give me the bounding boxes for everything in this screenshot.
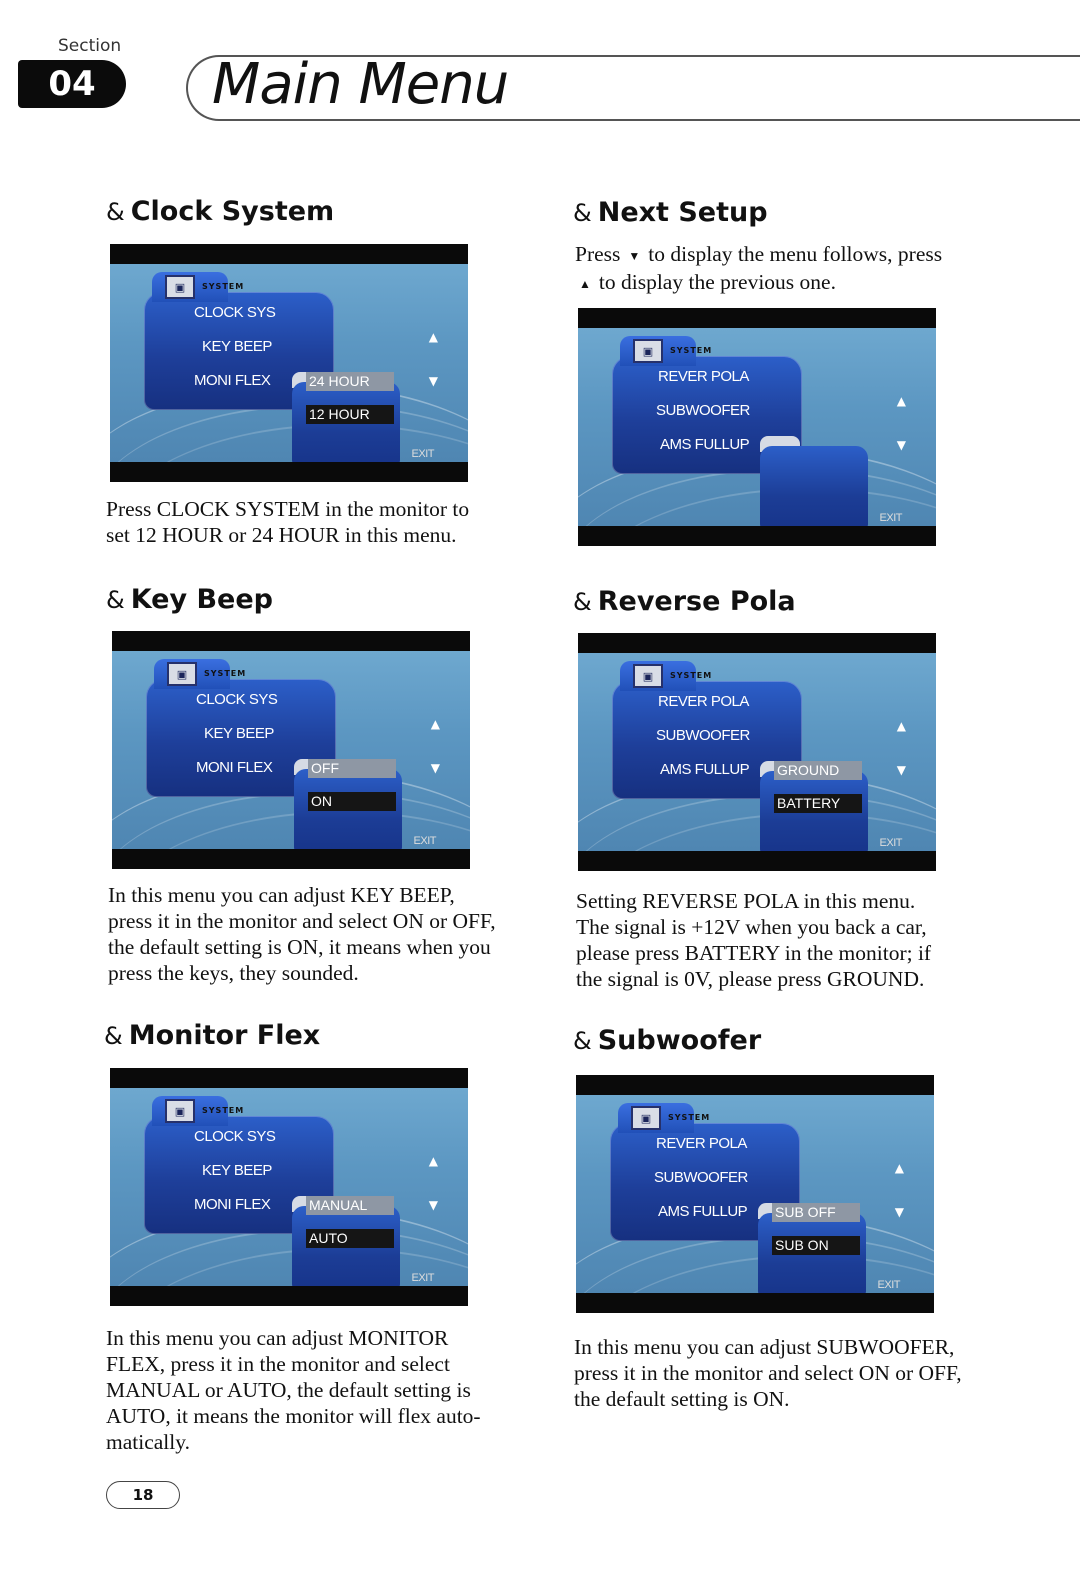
bullet-icon: &	[573, 588, 592, 616]
up-arrow-icon: ▲	[579, 277, 591, 292]
menu-item[interactable]: MONI FLEX	[194, 1196, 271, 1213]
menu-item[interactable]: KEY BEEP	[204, 725, 274, 742]
subwoofer-description: In this menu you can adjust SUBWOOFER, press it in the monitor and select ON or OFF, the default setting is ON.	[574, 1335, 962, 1411]
exit-button[interactable]: EXIT	[411, 1272, 434, 1284]
menu-item[interactable]: CLOCK SYS	[194, 304, 276, 321]
scroll-up-icon[interactable]: ▲	[430, 717, 440, 731]
option-on[interactable]: ON	[308, 792, 396, 811]
scroll-up-icon[interactable]: ▲	[428, 1154, 438, 1168]
screen-key-beep	[112, 631, 470, 869]
menu-item[interactable]: SUBWOOFER	[654, 1169, 748, 1186]
scroll-up-icon[interactable]: ▲	[894, 1161, 904, 1175]
monitor-flex-description: In this menu you can adjust MONITOR FLEX, press it in the monitor and select MANUAL or AUTO, the default setting is AUTO, it means the monitor will flex auto- matically.	[106, 1326, 481, 1454]
scroll-down-icon[interactable]: ▼	[896, 438, 906, 452]
heading-subwoofer	[573, 1025, 761, 1056]
option-sub-on[interactable]: SUB ON	[772, 1236, 860, 1255]
scroll-up-icon[interactable]: ▲	[896, 394, 906, 408]
option-battery[interactable]: BATTERY	[774, 794, 862, 813]
heading-next-setup	[573, 197, 768, 228]
menu-item[interactable]: AMS FULLUP	[660, 761, 750, 778]
menu-item[interactable]: REVER POLA	[658, 368, 749, 385]
system-icon: ▣	[165, 275, 195, 299]
system-icon: ▣	[165, 1099, 195, 1123]
menu-item[interactable]: SUBWOOFER	[656, 727, 750, 744]
system-icon: ▣	[633, 339, 663, 363]
scroll-down-icon[interactable]: ▼	[894, 1205, 904, 1219]
section-label: Section	[58, 36, 122, 56]
key-beep-description: In this menu you can adjust KEY BEEP, press it in the monitor and select ON or OFF, the default setting is ON, it means when you press the keys, they sounded.	[108, 883, 496, 985]
heading-reverse-pola	[573, 586, 796, 617]
option-ground[interactable]: GROUND	[774, 761, 862, 780]
bullet-icon: &	[104, 1022, 123, 1050]
menu-item[interactable]: REVER POLA	[658, 693, 749, 710]
menu-item[interactable]: KEY BEEP	[202, 338, 272, 355]
page-title: Main Menu	[212, 52, 509, 117]
down-arrow-icon: ▼	[628, 249, 641, 264]
clock-system-description: Press CLOCK SYSTEM in the monitor to set 12 HOUR or 24 HOUR in this menu.	[106, 497, 470, 547]
page-number: 18	[106, 1481, 180, 1509]
screen-clock-system	[110, 244, 468, 482]
option-manual[interactable]: MANUAL	[306, 1196, 394, 1215]
bullet-icon: &	[573, 199, 592, 227]
system-label: SYSTEM	[670, 671, 713, 680]
screen-reverse-pola	[578, 633, 936, 871]
section-number-badge: 04	[18, 60, 126, 108]
exit-button[interactable]: EXIT	[413, 835, 436, 847]
scroll-down-icon[interactable]: ▼	[896, 763, 906, 777]
screen-monitor-flex	[110, 1068, 468, 1306]
menu-item[interactable]: AMS FULLUP	[660, 436, 750, 453]
heading-text: Clock System	[130, 196, 335, 227]
exit-button[interactable]: EXIT	[411, 448, 434, 460]
system-label: SYSTEM	[204, 669, 247, 678]
scroll-down-icon[interactable]: ▼	[428, 374, 438, 388]
menu-item[interactable]: SUBWOOFER	[656, 402, 750, 419]
exit-button[interactable]: EXIT	[877, 1279, 900, 1291]
scroll-down-icon[interactable]: ▼	[428, 1198, 438, 1212]
option-24-hour[interactable]: 24 HOUR	[306, 372, 394, 391]
heading-text: Subwoofer	[597, 1025, 762, 1056]
heading-key-beep	[106, 584, 273, 615]
option-12-hour[interactable]: 12 HOUR	[306, 405, 394, 424]
next-setup-description: Press ▼ to display the menu follows, press ▲ to display the previous one.	[575, 242, 943, 295]
exit-button[interactable]: EXIT	[879, 837, 902, 849]
option-auto[interactable]: AUTO	[306, 1229, 394, 1248]
heading-clock-system	[106, 196, 334, 227]
menu-item[interactable]: MONI FLEX	[196, 759, 273, 776]
system-label: SYSTEM	[668, 1113, 711, 1122]
menu-item[interactable]: KEY BEEP	[202, 1162, 272, 1179]
heading-text: Key Beep	[130, 584, 274, 615]
bullet-icon: &	[106, 198, 125, 226]
menu-item[interactable]: REVER POLA	[656, 1135, 747, 1152]
heading-text: Reverse Pola	[597, 586, 796, 617]
system-label: SYSTEM	[202, 282, 245, 291]
heading-text: Monitor Flex	[128, 1020, 321, 1051]
bullet-icon: &	[106, 586, 125, 614]
scroll-up-icon[interactable]: ▲	[428, 330, 438, 344]
screen-subwoofer	[576, 1075, 934, 1313]
system-label: SYSTEM	[202, 1106, 245, 1115]
option-panel	[760, 446, 868, 526]
system-icon: ▣	[631, 1106, 661, 1130]
menu-item[interactable]: CLOCK SYS	[196, 691, 278, 708]
bullet-icon: &	[573, 1027, 592, 1055]
menu-item[interactable]: CLOCK SYS	[194, 1128, 276, 1145]
option-sub-off[interactable]: SUB OFF	[772, 1203, 860, 1222]
scroll-up-icon[interactable]: ▲	[896, 719, 906, 733]
system-icon: ▣	[167, 662, 197, 686]
menu-item[interactable]: AMS FULLUP	[658, 1203, 748, 1220]
heading-monitor-flex	[104, 1020, 320, 1051]
reverse-pola-description: Setting REVERSE POLA in this menu. The signal is +12V when you back a car, please press BATTERY in the monitor; if the signal is 0V, please press GROUND.	[576, 889, 932, 991]
scroll-down-icon[interactable]: ▼	[430, 761, 440, 775]
menu-item[interactable]: MONI FLEX	[194, 372, 271, 389]
exit-button[interactable]: EXIT	[879, 512, 902, 524]
heading-text: Next Setup	[597, 197, 768, 228]
system-label: SYSTEM	[670, 346, 713, 355]
screen-next-setup	[578, 308, 936, 546]
system-icon: ▣	[633, 664, 663, 688]
option-off[interactable]: OFF	[308, 759, 396, 778]
